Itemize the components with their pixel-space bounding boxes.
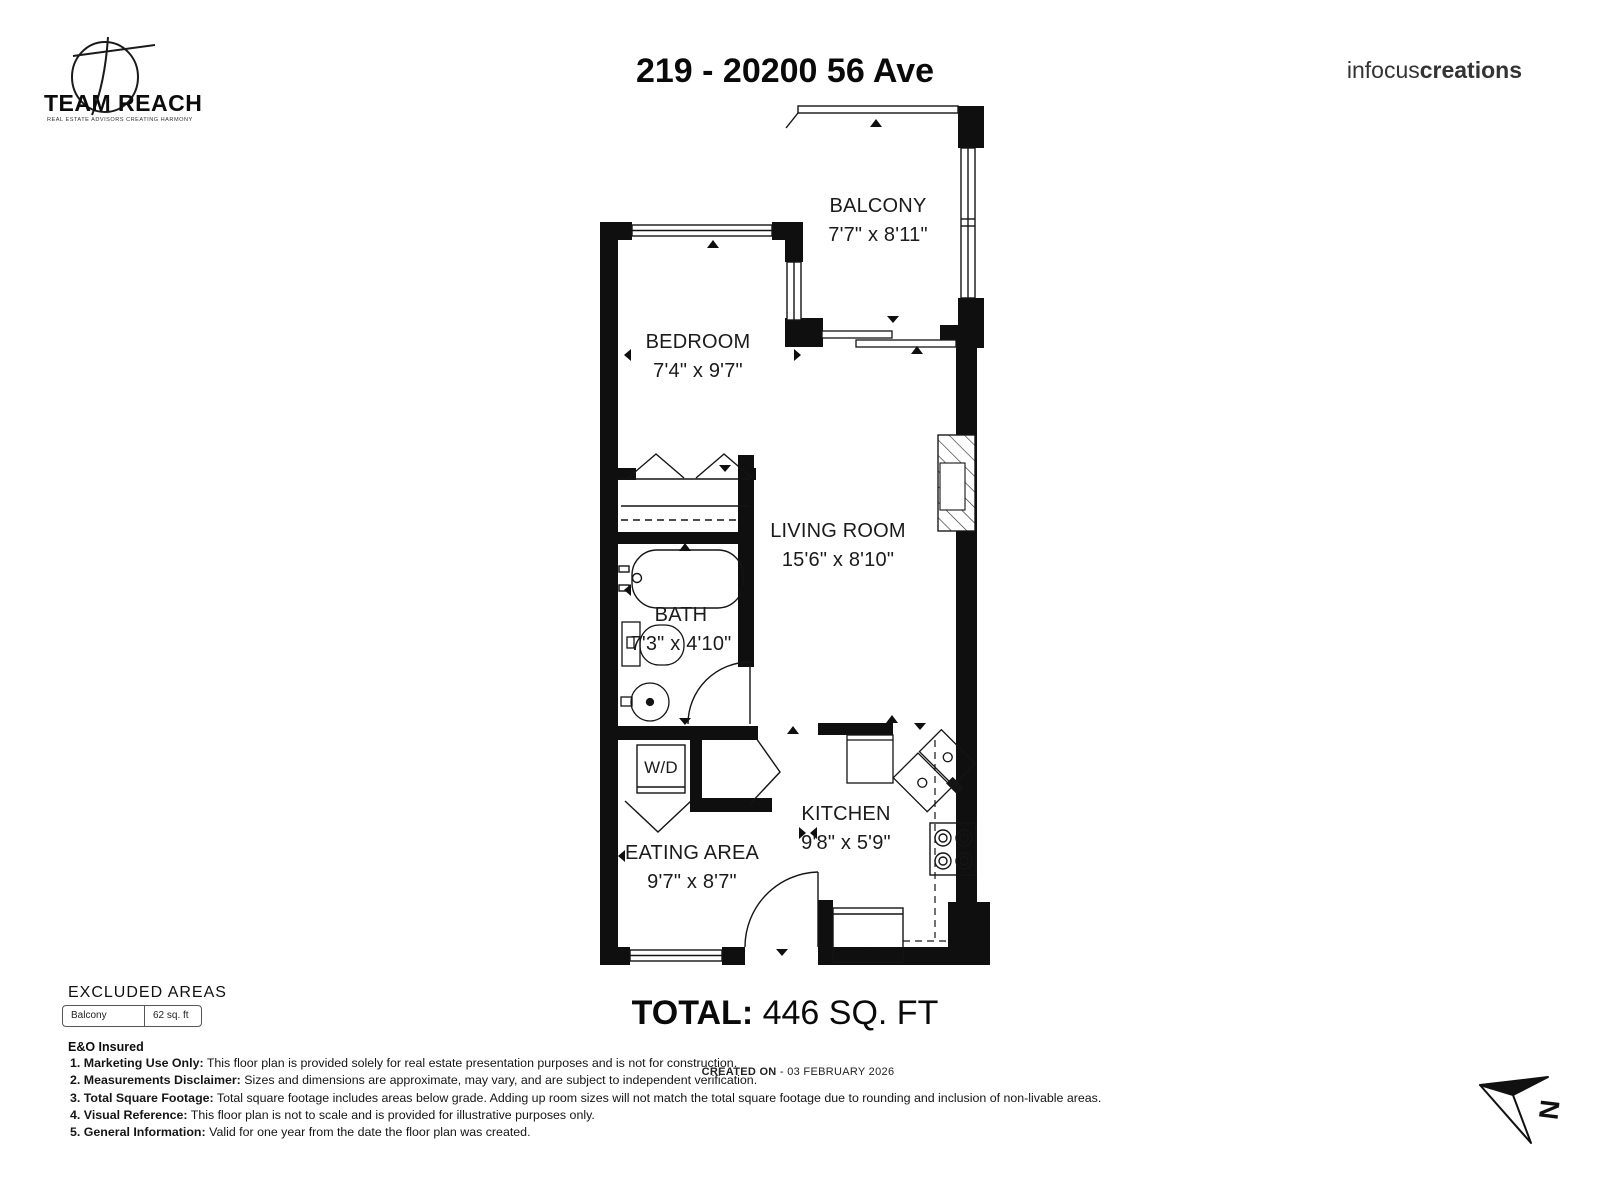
logo-name: TEAM REACH bbox=[44, 90, 203, 116]
north-label: N bbox=[1532, 1098, 1566, 1122]
disclaimer-list bbox=[70, 1056, 1260, 1142]
room-name: KITCHEN bbox=[801, 803, 891, 825]
room-dims: 7'3" x 4'10" bbox=[630, 633, 732, 655]
page-title: 219 - 20200 56 Ave bbox=[635, 52, 935, 90]
excluded-areas-table bbox=[62, 1005, 202, 1027]
eo-insured-heading: E&O Insured bbox=[68, 1040, 144, 1054]
room-dims: 15'6" x 8'10" bbox=[781, 549, 895, 571]
room-label-bedroom bbox=[646, 328, 751, 386]
total-value: 446 SQ. FT bbox=[762, 994, 939, 1032]
brand-logo bbox=[1347, 57, 1522, 84]
bath-door-arc bbox=[688, 662, 750, 724]
room-name: EATING AREA bbox=[624, 842, 760, 864]
room-dims: 9'8" x 5'9" bbox=[801, 832, 891, 854]
excluded-areas-heading: EXCLUDED AREAS bbox=[68, 984, 227, 1001]
bedroom-closet bbox=[618, 454, 752, 520]
excluded-row-area: 62 sq. ft bbox=[153, 1010, 189, 1021]
excluded-row-name: Balcony bbox=[63, 1006, 145, 1026]
logo-tagline: REAL ESTATE ADVISORS CREATING HARMONY bbox=[47, 117, 193, 123]
bathroom-sink bbox=[621, 683, 669, 721]
room-label-living-room bbox=[770, 517, 906, 575]
room-label-bath bbox=[631, 601, 732, 659]
room-name: BEDROOM bbox=[645, 331, 751, 353]
room-name: BALCONY bbox=[829, 195, 927, 217]
created-label: CREATED ON bbox=[701, 1066, 777, 1078]
room-label-balcony bbox=[828, 192, 927, 250]
disclaimer-item: 4. Visual Reference: This floor plan is not to scale and is provided for illustrative purposes only. bbox=[70, 1107, 595, 1122]
room-name: W/D bbox=[644, 758, 678, 777]
disclaimer-item: 1. Marketing Use Only: This floor plan is provided solely for real estate presentation purposes and is not for construction. bbox=[70, 1056, 738, 1070]
room-name: LIVING ROOM bbox=[770, 520, 906, 542]
total-label: TOTAL: bbox=[631, 994, 754, 1032]
bathtub bbox=[619, 550, 743, 608]
room-name: BATH bbox=[654, 604, 708, 626]
room-dims: 7'4" x 9'7" bbox=[653, 360, 743, 382]
disclaimer-item: 5. General Information: Valid for one year from the date the floor plan was created. bbox=[70, 1125, 531, 1140]
fireplace bbox=[938, 435, 975, 531]
brand-bold: creations bbox=[1419, 57, 1522, 83]
sliding-door bbox=[822, 331, 956, 347]
room-dims: 7'7" x 8'11" bbox=[828, 224, 928, 246]
disclaimer-item: 3. Total Square Footage: Total square footage includes areas below grade. Adding up room sizes will not match the total square footage due to rounding and inclusion of non-livable areas. bbox=[70, 1090, 1102, 1105]
disclaimer-item: 2. Measurements Disclaimer: Sizes and dimensions are approximate, may vary, and are subject to independent verification. bbox=[70, 1073, 758, 1088]
room-label-wd bbox=[644, 758, 678, 778]
north-arrow-icon bbox=[1430, 1050, 1590, 1165]
kitchen-cabinet bbox=[847, 735, 893, 783]
brand-light: infocus bbox=[1346, 57, 1420, 83]
hall-doors bbox=[625, 738, 780, 832]
total-area bbox=[632, 994, 939, 1033]
room-label-kitchen bbox=[801, 800, 891, 858]
room-dims: 9'7" x 8'7" bbox=[647, 871, 737, 893]
room-label-eating-area bbox=[625, 839, 759, 897]
created-value: - 03 FEBRUARY 2026 bbox=[776, 1066, 895, 1078]
